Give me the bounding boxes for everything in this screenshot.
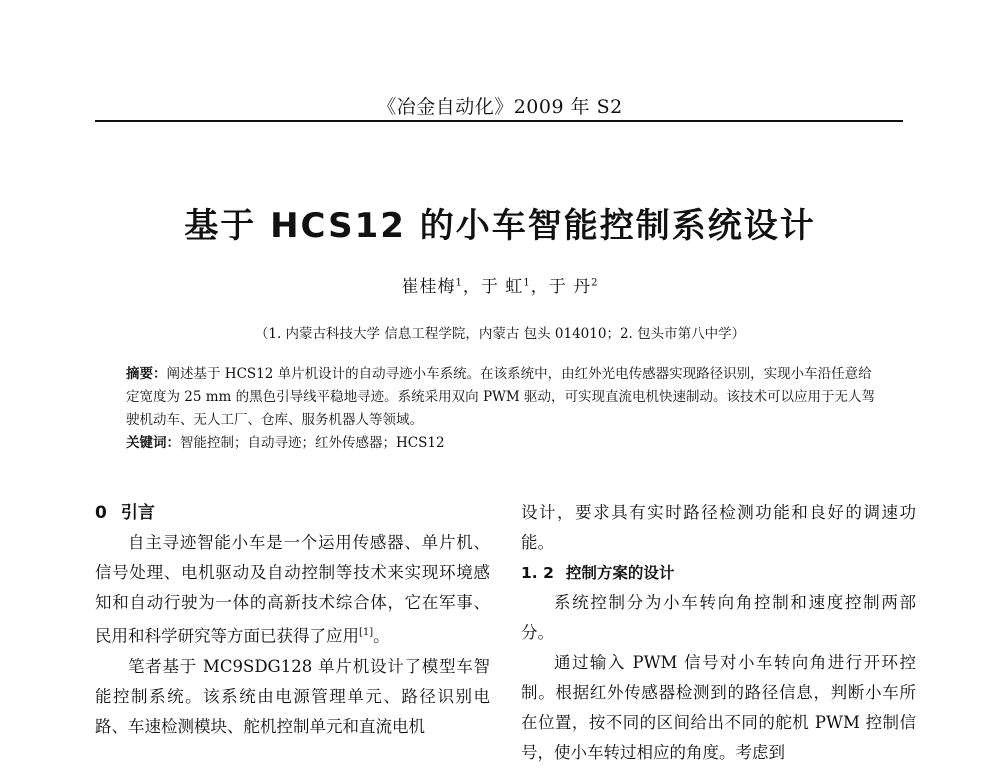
keywords-text: 智能控制；自动寻迹；红外传感器；HCS12 bbox=[180, 435, 445, 451]
abstract-label: 摘要： bbox=[126, 366, 167, 382]
abstract-block bbox=[126, 363, 876, 455]
affiliation: （1. 内蒙古科技大学 信息工程学院，内蒙古 包头 014010；2. 包头市第八中学） bbox=[254, 326, 746, 342]
abstract bbox=[126, 363, 876, 432]
paragraph-text: 自主寻迹智能小车是一个运用传感器、单片机、信号处理、电机驱动及自动控制等技术来实现环境感知和自动行驶为一体的高新技术综合体，它在军事、民用和科学研究等方面已获得了应用 bbox=[95, 533, 490, 646]
author-name: 于 虹 bbox=[480, 277, 524, 297]
left-column bbox=[95, 498, 490, 742]
author-name: 崔桂梅 bbox=[401, 277, 456, 297]
journal-header: 《冶金自动化》2009 年 S2 bbox=[377, 96, 623, 118]
author-name: 于 丹 bbox=[548, 277, 592, 297]
citation: [1] bbox=[359, 627, 374, 638]
author-affiliation-mark: 1 bbox=[523, 277, 531, 289]
author-separator: ， bbox=[462, 277, 481, 297]
paragraph: 系统控制分为小车转向角控制和速度控制两部分。 bbox=[521, 593, 916, 642]
right-column bbox=[521, 498, 916, 768]
section-heading bbox=[95, 498, 490, 528]
paragraph: 笔者基于 MC9SDG128 单片机设计了模型车智能控制系统。该系统由电源管理单元、路径识别电路、车速检测模块、舵机控制单元和直流电机 bbox=[95, 656, 490, 736]
paragraph bbox=[95, 528, 490, 652]
author-separator: ， bbox=[530, 277, 549, 297]
paper-title: 基于 HCS12 的小车智能控制系统设计 bbox=[184, 206, 816, 246]
author-affiliation-mark: 1 bbox=[455, 277, 463, 289]
section-title: 引言 bbox=[120, 503, 155, 523]
keywords bbox=[126, 432, 876, 455]
header-rule bbox=[95, 120, 903, 122]
paragraph: 通过输入 PWM 信号对小车转向角进行开环控制。根据红外传感器检测到的路径信息，判断小车所在位置，按不同的区间给出不同的舵机 PWM 控制信号，使小车转过相应的角度。考虑到 bbox=[521, 653, 916, 762]
section-number: 0 bbox=[95, 503, 107, 523]
paragraph: 设计，要求具有实时路径检测功能和良好的调速功能。 bbox=[521, 503, 916, 552]
paragraph-text-end: 。 bbox=[373, 626, 390, 646]
abstract-text: 阐述基于 HCS12 单片机设计的自动寻迹小车系统。在该系统中，由红外光电传感器实现路径识别，实现小车沿任意给定宽度为 25 mm 的黑色引导线平稳地寻迹。系统采用双向 PWM 驱动，可实现直流电机快速制动。该技术可以应用于无人驾驶机动车、无人工厂、仓库、服务机器人等领域。 bbox=[126, 366, 876, 428]
author-affiliation-mark: 2 bbox=[591, 277, 599, 289]
subsection-number: 1. 2 bbox=[521, 564, 554, 582]
keywords-label: 关键词： bbox=[126, 435, 180, 451]
subsection-heading bbox=[521, 558, 916, 588]
subsection-title: 控制方案的设计 bbox=[565, 564, 675, 582]
author-list bbox=[0, 272, 1000, 297]
